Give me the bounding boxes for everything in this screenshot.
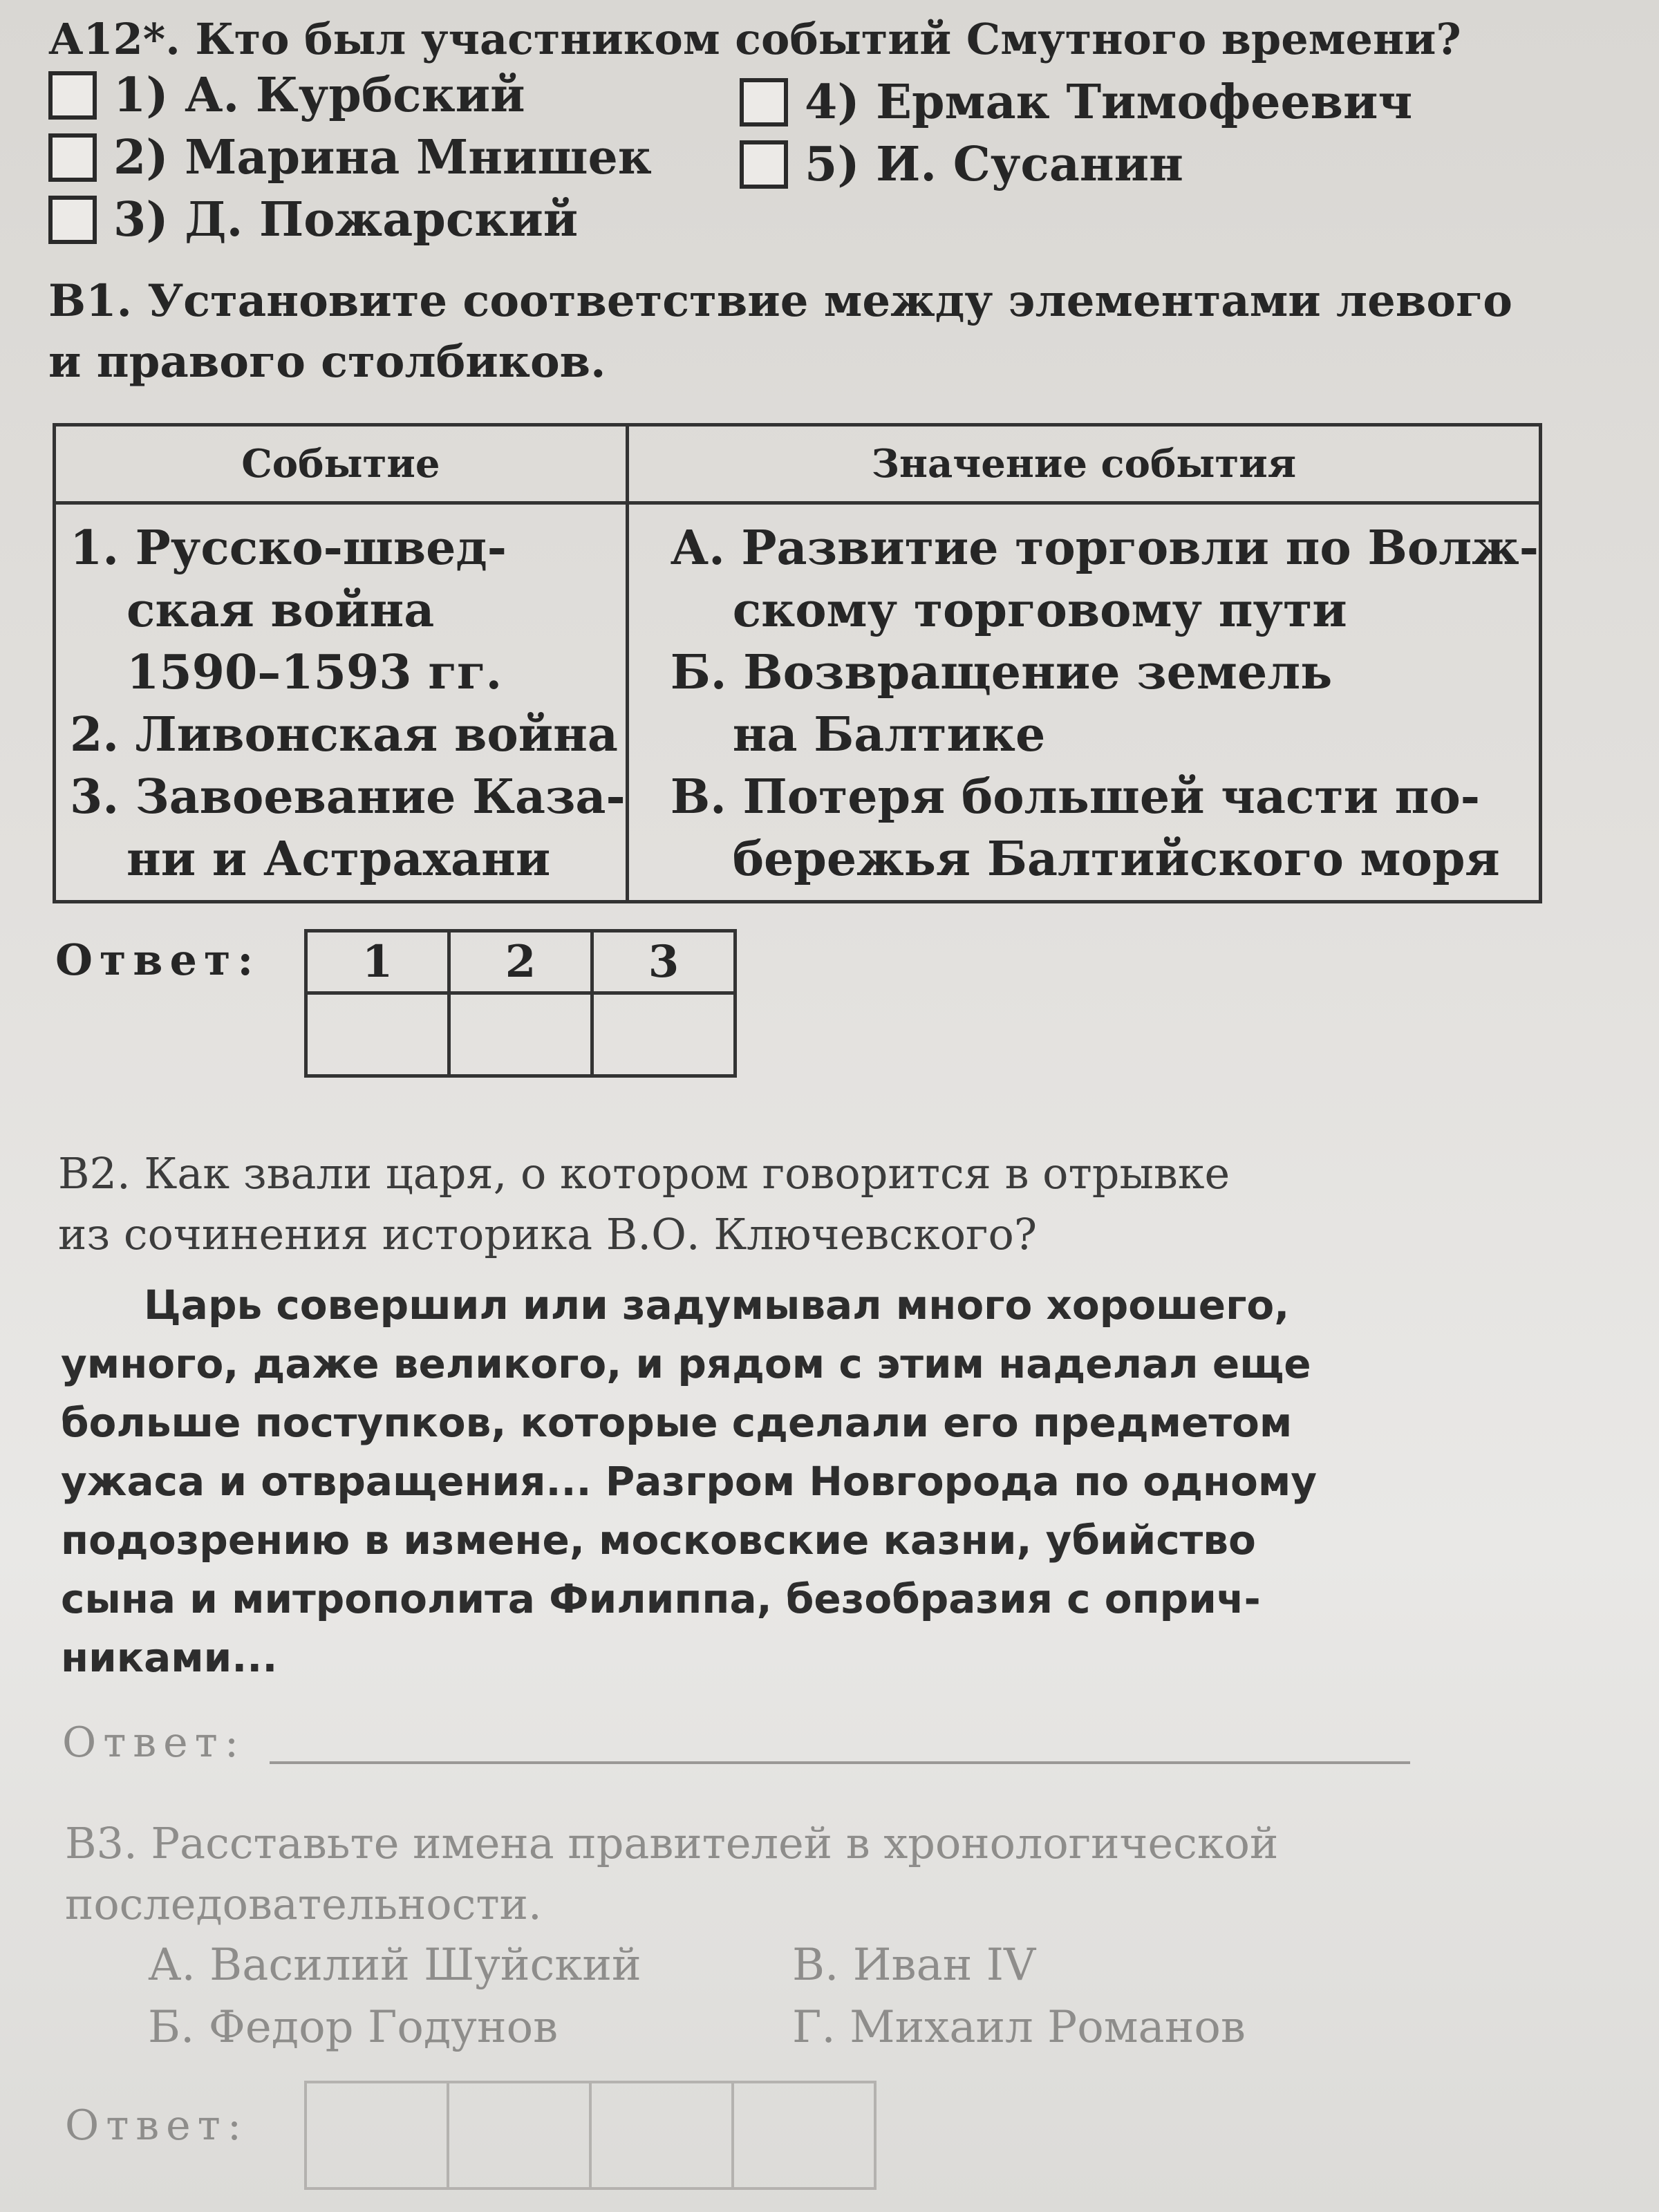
answer-cell-3[interactable] <box>592 993 735 1076</box>
event-line: 2. Ливонская война <box>70 707 618 762</box>
checkbox[interactable] <box>740 140 788 189</box>
checkbox[interactable] <box>48 71 97 120</box>
b3-answer-cell[interactable] <box>592 2083 734 2187</box>
matching-table <box>53 423 1542 903</box>
b2-question-line2: из сочинения историка В.О. Ключевского? <box>58 1209 1038 1259</box>
quote-line: умного, даже великого, и рядом с этим наделал еще <box>61 1340 1311 1387</box>
meanings-cell <box>627 503 1540 902</box>
quote-line: Царь совершил или задумывал много хорошего, <box>144 1282 1290 1329</box>
b3-item-a: А. Василий Шуйский <box>148 1940 641 1991</box>
b1-answer-grid <box>304 929 737 1078</box>
b3-question-line1: В3. Расставьте имена правителей в хронологической <box>65 1818 1279 1868</box>
a12-option-4[interactable] <box>740 75 1412 130</box>
b3-item-v: В. Иван IV <box>792 1940 1036 1991</box>
b1-answer-label: Ответ: <box>55 935 261 985</box>
b3-answer-grid <box>304 2081 877 2190</box>
meaning-line: скому торговому пути <box>732 583 1347 638</box>
b2-quote <box>61 1276 1317 1687</box>
meaning-line: на Балтике <box>732 707 1046 762</box>
b1-question-line2: и правого столбиков. <box>48 336 606 388</box>
column-header-meaning: Значение события <box>627 425 1540 503</box>
quote-line: подозрению в измене, московские казни, убийство <box>61 1517 1256 1564</box>
b3-answer-cell[interactable] <box>734 2083 874 2187</box>
events-cell <box>55 503 628 902</box>
event-line: 1590–1593 гг. <box>126 645 503 700</box>
quote-line: сына и митрополита Филиппа, безобразия с оприч- <box>61 1575 1261 1622</box>
option-label: 3) Д. Пожарский <box>113 192 579 247</box>
option-label: 5) И. Сусанин <box>805 137 1183 192</box>
b3-item-g: Г. Михаил Романов <box>792 2002 1246 2053</box>
quote-line: никами... <box>61 1634 278 1681</box>
answer-cell-2[interactable] <box>449 993 592 1076</box>
event-line: 1. Русско-швед- <box>70 521 507 576</box>
a12-option-5[interactable] <box>740 137 1183 192</box>
answer-header-3: 3 <box>592 931 735 993</box>
meaning-line: бережья Балтийского моря <box>732 832 1500 887</box>
a12-option-2[interactable] <box>48 130 652 185</box>
checkbox[interactable] <box>48 196 97 244</box>
a12-option-1[interactable] <box>48 68 525 123</box>
quote-line: больше поступков, которые сделали его предметом <box>61 1399 1293 1446</box>
b3-item-b: Б. Федор Годунов <box>148 2002 559 2053</box>
column-header-event: Событие <box>55 425 628 503</box>
meaning-line: Б. Возвращение земель <box>670 645 1333 700</box>
b2-question-text: В2. Как звали царя, о котором говорится в отрывке <box>58 1148 1230 1199</box>
a12-question: А12*. Кто был участником событий Смутного времени? <box>48 14 1461 64</box>
b3-answer-label: Ответ: <box>65 2101 249 2150</box>
b2-answer-label: Ответ: <box>62 1718 246 1767</box>
event-line: ни и Астрахани <box>126 832 551 887</box>
meaning-line: В. Потеря большей части по- <box>670 769 1481 825</box>
meaning-line: А. Развитие торговли по Волж- <box>670 521 1539 576</box>
option-label: 2) Марина Мнишек <box>113 130 652 185</box>
a12-option-3[interactable] <box>48 192 578 247</box>
b2-answer-line[interactable] <box>270 1761 1410 1764</box>
checkbox[interactable] <box>740 78 788 126</box>
answer-header-2: 2 <box>449 931 592 993</box>
checkbox[interactable] <box>48 133 97 182</box>
b1-question-line1: В1. Установите соответствие между элементами левого <box>48 275 1512 327</box>
b3-question-line2: последовательности. <box>65 1879 542 1929</box>
event-line: 3. Завоевание Каза- <box>70 769 626 825</box>
option-label: 4) Ермак Тимофеевич <box>805 75 1413 130</box>
b3-answer-cell[interactable] <box>307 2083 449 2187</box>
answer-header-1: 1 <box>306 931 449 993</box>
b2-question-line1 <box>58 1143 1230 1204</box>
option-label: 1) А. Курбский <box>113 68 525 123</box>
answer-cell-1[interactable] <box>306 993 449 1076</box>
quote-line: ужаса и отвращения... Разгром Новгорода по одному <box>61 1458 1318 1505</box>
b3-answer-cell[interactable] <box>449 2083 592 2187</box>
event-line: ская война <box>126 583 435 638</box>
